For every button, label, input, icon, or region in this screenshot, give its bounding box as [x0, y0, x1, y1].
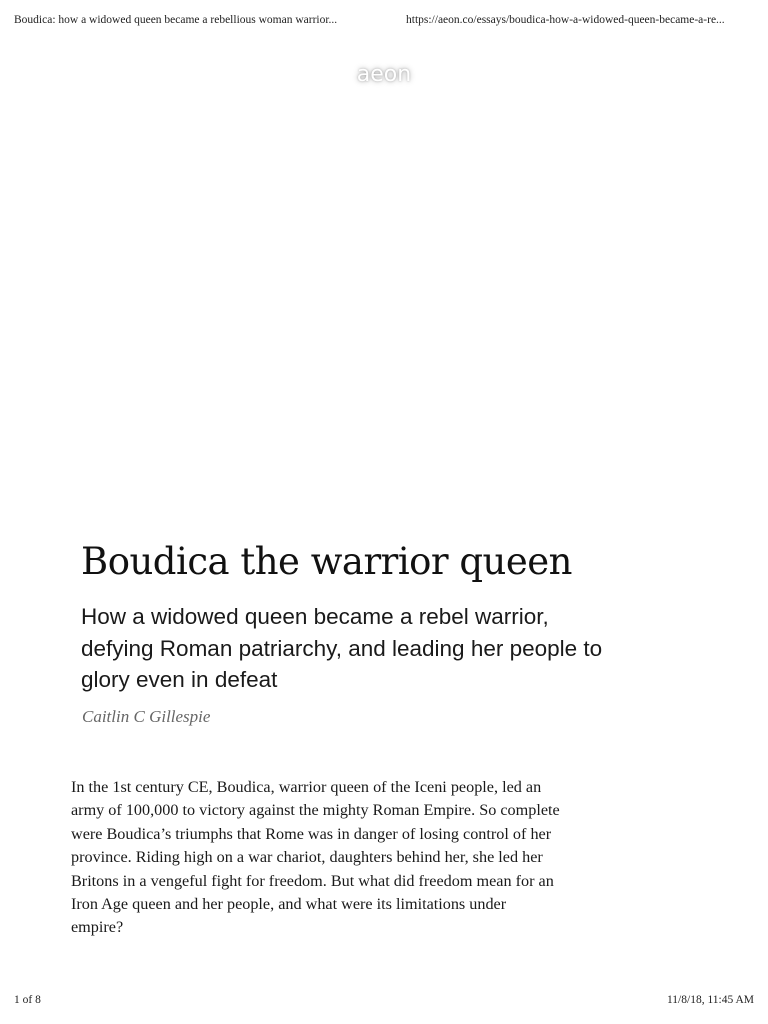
aeon-logo[interactable]: aeon [356, 62, 412, 87]
print-date: 11/8/18, 11:45 AM [666, 994, 754, 1006]
article-author[interactable]: Caitlin C Gillespie [82, 707, 211, 726]
print-header [14, 14, 754, 30]
article-headline: Boudica the warrior queen [81, 540, 573, 583]
print-footer [14, 994, 754, 1010]
print-header-title: Boudica: how a widowed queen became a rebellious woman warrior... [14, 14, 338, 26]
print-header-url[interactable]: https://aeon.co/essays/boudica-how-a-widowed-queen-became-a-re... [406, 14, 725, 26]
article-body-paragraph: In the 1st century CE, Boudica, warrior queen of the Iceni people, led an army of 100,000 to victory against the mighty Roman Empire. So complete were Boudica’s triumphs that Rome was in danger of losing control of her province. Riding high on a war chariot, daughters behind her, she led her Britons in a vengeful fight for freedom. But what did freedom mean for an Iron Age queen and her people, and what were its limitations under empire? [71, 778, 560, 937]
hero-image-area [0, 90, 768, 510]
page-count: 1 of 8 [14, 994, 41, 1006]
article-standfirst: How a widowed queen became a rebel warrior, defying Roman patriarchy, and leading her people to glory even in defeat [81, 604, 603, 692]
